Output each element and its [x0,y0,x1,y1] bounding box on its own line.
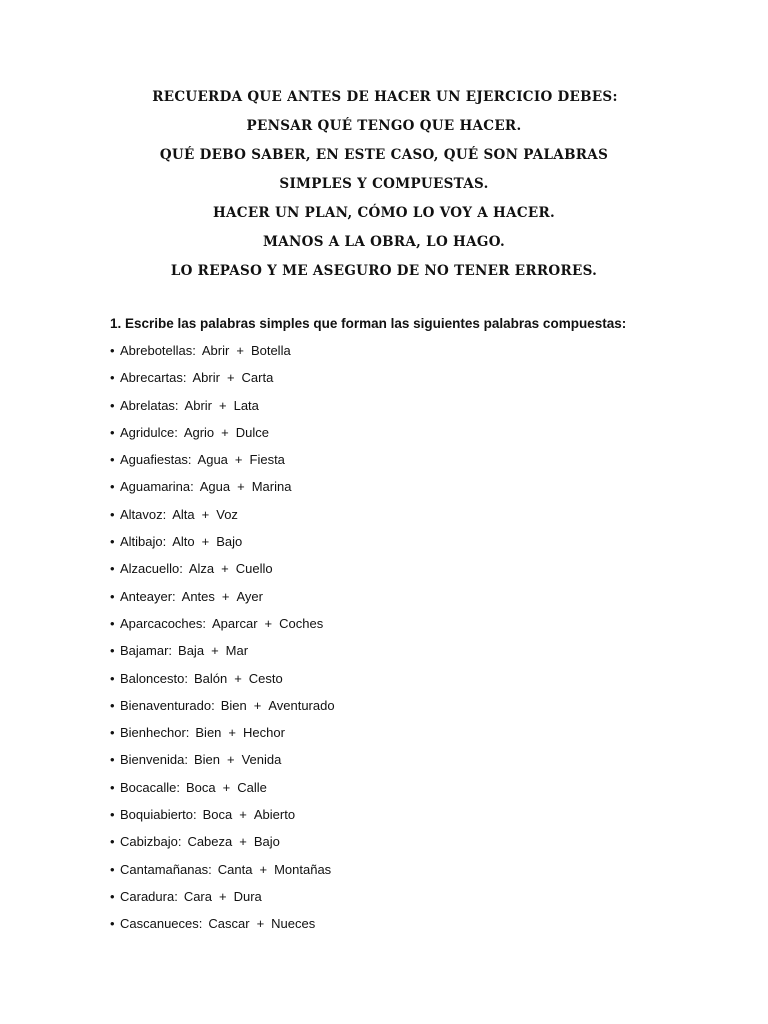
compound-word: Aguafiestas: [120,452,192,468]
list-item [110,422,750,449]
compound-word: Aparcacoches: [120,615,206,631]
compound-word: Abrelatas: [120,397,179,413]
first-simple-word: Boca [202,807,233,823]
second-simple-word: Marina [251,479,292,495]
plus-sign: + [256,916,265,932]
list-item [110,859,750,886]
list-item [110,340,750,367]
bullet-icon: • [110,807,115,823]
list-item [110,722,750,749]
compound-word: Baloncesto: [120,670,188,686]
second-simple-word: Carta [241,370,274,386]
compound-word: Alzacuello: [120,561,183,577]
reminder-step-plan: HACER UN PLAN, CÓMO LO VOY A HACER. [212,205,556,221]
first-simple-word: Bien [193,752,220,768]
bullet-icon: • [110,424,115,440]
compound-word: Boquiabierto: [120,807,197,823]
bullet-icon: • [110,643,115,659]
compound-word-list [110,340,750,941]
first-simple-word: Baja [178,643,205,659]
list-item [110,913,750,940]
list-item [110,504,750,531]
compound-word: Cabizbajo: [120,834,182,850]
list-item [110,367,750,394]
first-simple-word: Abrir [192,370,220,386]
list-item [110,777,750,804]
plus-sign: + [253,697,262,713]
first-simple-word: Cascar [208,916,250,932]
plus-sign: + [226,370,235,386]
second-simple-word: Montañas [274,861,332,877]
plus-sign: + [219,397,227,413]
first-simple-word: Boca [185,779,216,795]
first-simple-word: Aparcar [212,615,258,631]
list-item [110,831,750,858]
second-simple-word: Cuello [235,561,273,577]
reminder-step-think: PENSAR QUÉ TENGO QUE HACER. [246,118,522,134]
plus-sign: + [237,479,245,495]
bullet-icon: • [110,834,115,850]
plus-sign: + [228,725,237,741]
second-simple-word: Cesto [248,670,283,686]
plus-sign: + [222,779,231,795]
first-simple-word: Alto [172,534,195,550]
second-simple-word: Calle [237,779,267,795]
compound-word: Caradura: [120,888,178,904]
compound-word: Abrebotellas: [120,343,196,358]
list-item [110,695,750,722]
second-simple-word: Mar [225,643,249,659]
second-simple-word: Voz [216,506,238,522]
reminder-step-review: LO REPASO Y ME ASEGURO DE NO TENER ERRORES. [170,263,598,279]
first-simple-word: Agua [199,479,231,495]
compound-word: Agridulce: [120,424,178,440]
plus-sign: + [234,452,243,468]
first-simple-word: Cabeza [187,834,233,850]
list-item [110,749,750,776]
list-item [110,449,750,476]
bullet-icon: • [110,779,115,795]
bullet-icon: • [110,506,115,522]
bullet-icon: • [110,452,115,468]
plus-sign: + [219,888,227,904]
reminder-step-know: QUÉ DEBO SABER, EN ESTE CASO, QUÉ SON PALABRAS [159,147,609,163]
reminder-step-know-continued: SIMPLES Y COMPUESTAS. [279,176,489,192]
exercise-title: 1. Escribe las palabras simples que forman las siguientes palabras compuestas: [110,316,627,331]
list-item [110,804,750,831]
bullet-icon: • [110,697,115,713]
first-simple-word: Agua [197,452,228,468]
bullet-icon: • [110,534,115,550]
second-simple-word: Ayer [236,588,263,604]
compound-word: Abrecartas: [120,370,187,386]
second-simple-word: Hechor [243,725,285,741]
bullet-icon: • [110,343,115,358]
second-simple-word: Bajo [216,534,243,550]
second-simple-word: Abierto [253,807,296,823]
first-simple-word: Bien [220,697,247,713]
compound-word: Bocacalle: [120,779,180,795]
plus-sign: + [211,643,219,659]
compound-word: Bajamar: [120,643,173,659]
plus-sign: + [239,834,247,850]
plus-sign: + [226,752,235,768]
compound-word: Altibajo: [120,534,167,550]
list-item [110,395,750,422]
exercise-section [110,312,750,941]
first-simple-word: Cara [183,888,212,904]
first-simple-word: Balón [193,670,228,686]
bullet-icon: • [110,916,115,932]
first-simple-word: Abrir [201,343,230,358]
first-simple-word: Canta [217,861,253,877]
bullet-icon: • [110,397,115,413]
list-item [110,531,750,558]
second-simple-word: Lata [233,397,259,413]
plus-sign: + [201,534,210,550]
first-simple-word: Bien [195,725,222,741]
bullet-icon: • [110,588,115,604]
bullet-icon: • [110,479,115,495]
list-item [110,613,750,640]
bullet-icon: • [110,670,115,686]
compound-word: Cantamañanas: [120,861,212,877]
bullet-icon: • [110,861,115,877]
second-simple-word: Bajo [253,834,280,850]
plus-sign: + [259,861,268,877]
bullet-icon: • [110,888,115,904]
list-item [110,640,750,667]
second-simple-word: Fiesta [249,452,285,468]
first-simple-word: Alza [188,561,215,577]
second-simple-word: Dulce [235,424,270,440]
plus-sign: + [201,506,210,522]
list-item [110,586,750,613]
second-simple-word: Venida [241,752,282,768]
reminder-step-do: MANOS A LA OBRA, LO HAGO. [263,234,505,250]
reminder-title: RECUERDA QUE ANTES DE HACER UN EJERCICIO DEBES: [152,89,618,105]
compound-word: Altavoz: [120,506,167,522]
second-simple-word: Aventurado [268,697,335,713]
first-simple-word: Agrio [183,424,215,440]
compound-word: Bienvenida: [120,752,188,768]
list-item [110,886,750,913]
list-item [110,558,750,585]
second-simple-word: Coches [279,615,324,631]
compound-word: Anteayer: [120,588,176,604]
second-simple-word: Botella [250,343,291,358]
list-item [110,668,750,695]
compound-word: Aguamarina: [120,479,194,495]
compound-word: Bienaventurado: [120,697,215,713]
compound-word: Cascanueces: [120,916,203,932]
second-simple-word: Dura [233,888,262,904]
plus-sign: + [221,588,230,604]
plus-sign: + [264,615,273,631]
reminder-header [0,86,768,289]
plus-sign: + [221,561,229,577]
compound-word: Bienhechor: [120,725,190,741]
plus-sign: + [234,670,242,686]
first-simple-word: Abrir [184,397,212,413]
second-simple-word: Nueces [271,916,316,932]
bullet-icon: • [110,615,115,631]
bullet-icon: • [110,752,115,768]
bullet-icon: • [110,725,115,741]
first-simple-word: Antes [181,588,215,604]
plus-sign: + [236,343,244,358]
bullet-icon: • [110,370,115,386]
first-simple-word: Alta [172,506,195,522]
bullet-icon: • [110,561,115,577]
plus-sign: + [221,424,229,440]
plus-sign: + [239,807,247,823]
list-item [110,476,750,503]
